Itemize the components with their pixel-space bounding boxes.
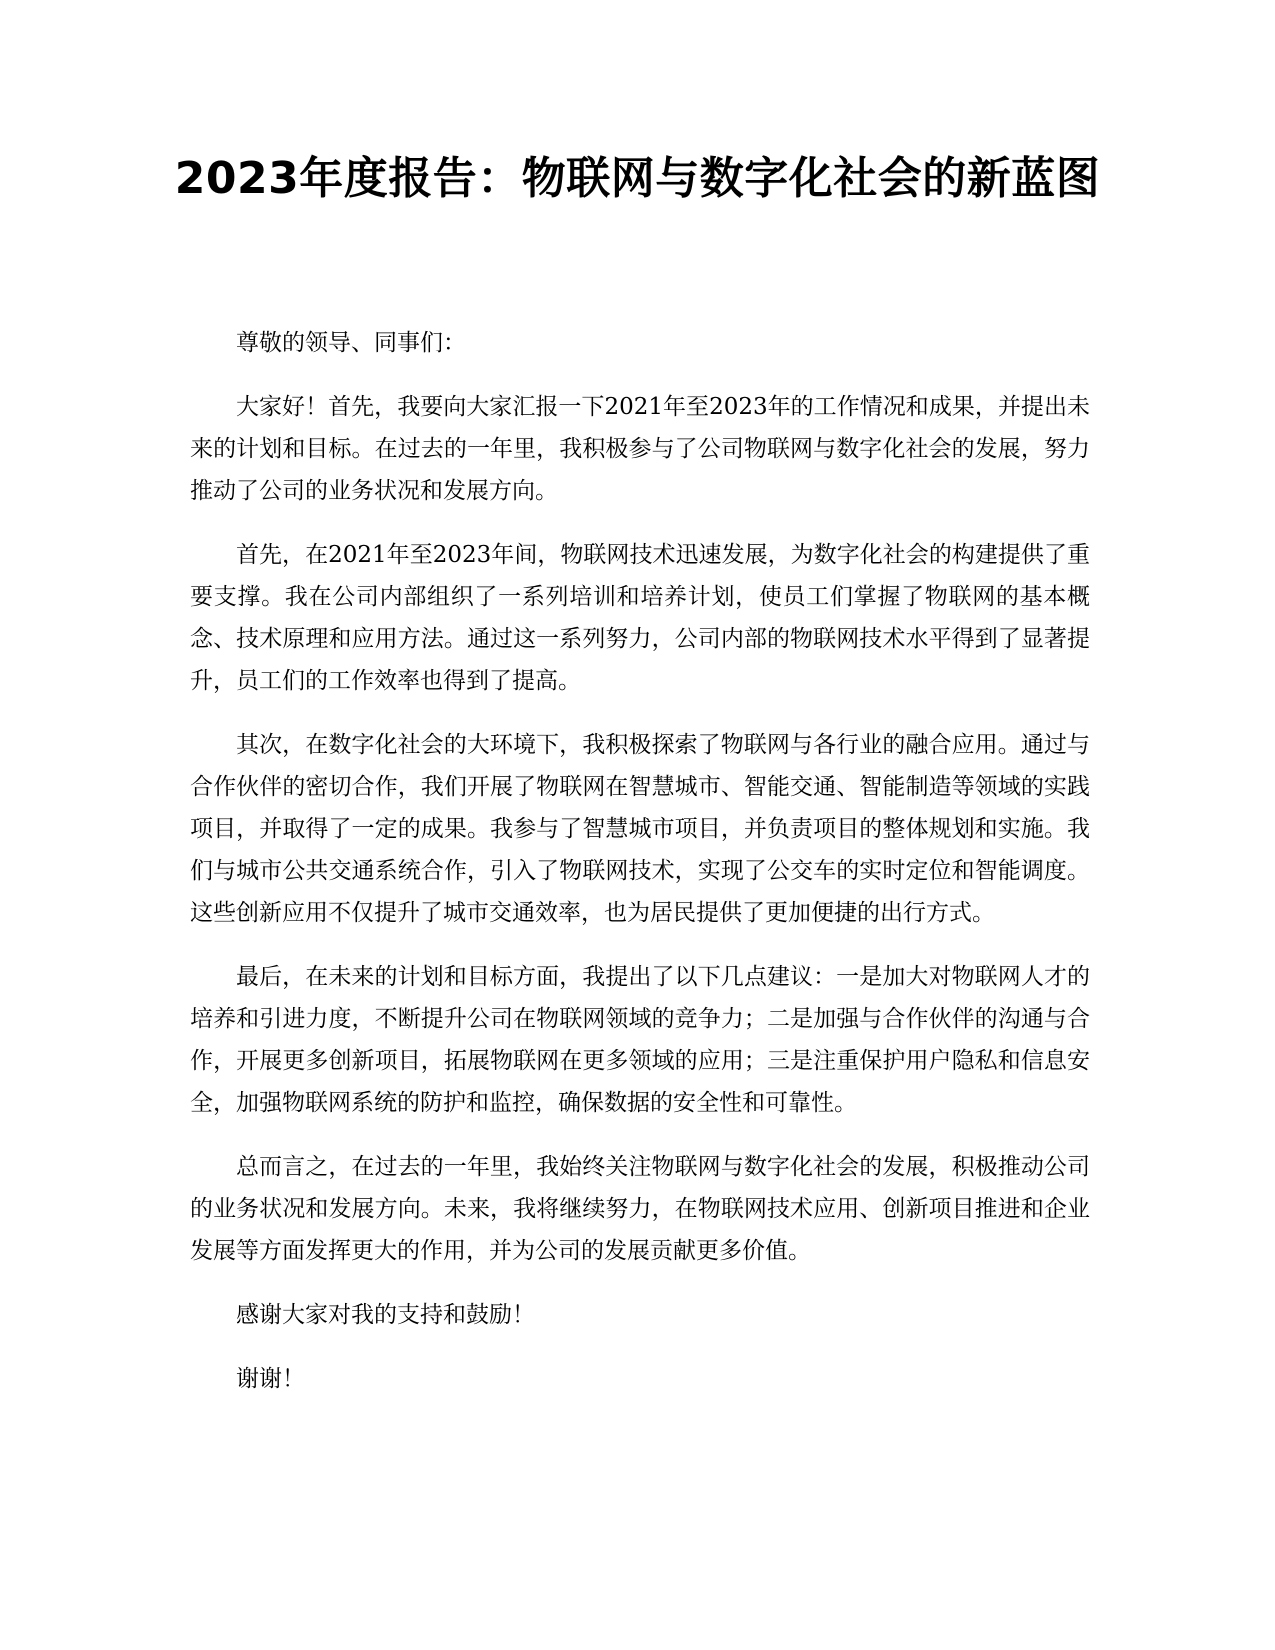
summary-paragraph: 总而言之，在过去的一年里，我始终关注物联网与数字化社会的发展，积极推动公司的业务状况和发展方向。未来，我将继续努力，在物联网技术应用、创新项目推进和企业发展等方面发挥更大的作用，并为公司的发展贡献更多价值。 xyxy=(190,1154,1090,1264)
plans-paragraph: 最后，在未来的计划和目标方面，我提出了以下几点建议：一是加大对物联网人才的培养和引进力度，不断提升公司在物联网领域的竞争力；二是加强与合作伙伴的沟通与合作，开展更多创新项目，拓展物联网在更多领域的应用；三是注重保护用户隐私和信息安全，加强物联网系统的防护和监控，确保数据的安全性和可靠性。 xyxy=(190,964,1090,1116)
closing-paragraph: 谢谢！ xyxy=(236,1366,305,1392)
application-paragraph: 其次，在数字化社会的大环境下，我积极探索了物联网与各行业的融合应用。通过与合作伙伴的密切合作，我们开展了物联网在智慧城市、智能交通、智能制造等领域的实践项目，并取得了一定的成果。我参与了智慧城市项目，并负责项目的整体规划和实施。我们与城市公共交通系统合作，引入了物联网技术，实现了公交车的实时定位和智能调度。这些创新应用不仅提升了城市交通效率，也为居民提供了更加便捷的出行方式。 xyxy=(190,732,1090,926)
intro-paragraph: 大家好！首先，我要向大家汇报一下2021年至2023年的工作情况和成果，并提出未来的计划和目标。在过去的一年里，我积极参与了公司物联网与数字化社会的发展，努力推动了公司的业务状况和发展方向。 xyxy=(190,394,1090,504)
document-body xyxy=(190,322,1090,1422)
salutation-paragraph: 尊敬的领导、同事们： xyxy=(236,330,466,356)
training-paragraph: 首先，在2021年至2023年间，物联网技术迅速发展，为数字化社会的构建提供了重要支撑。我在公司内部组织了一系列培训和培养计划，使员工们掌握了物联网的基本概念、技术原理和应用方法。通过这一系列努力，公司内部的物联网技术水平得到了显著提升，员工们的工作效率也得到了提高。 xyxy=(190,542,1090,694)
document-title: 2023年度报告：物联网与数字化社会的新蓝图 xyxy=(174,153,1101,204)
thanks-paragraph: 感谢大家对我的支持和鼓励！ xyxy=(236,1302,535,1328)
